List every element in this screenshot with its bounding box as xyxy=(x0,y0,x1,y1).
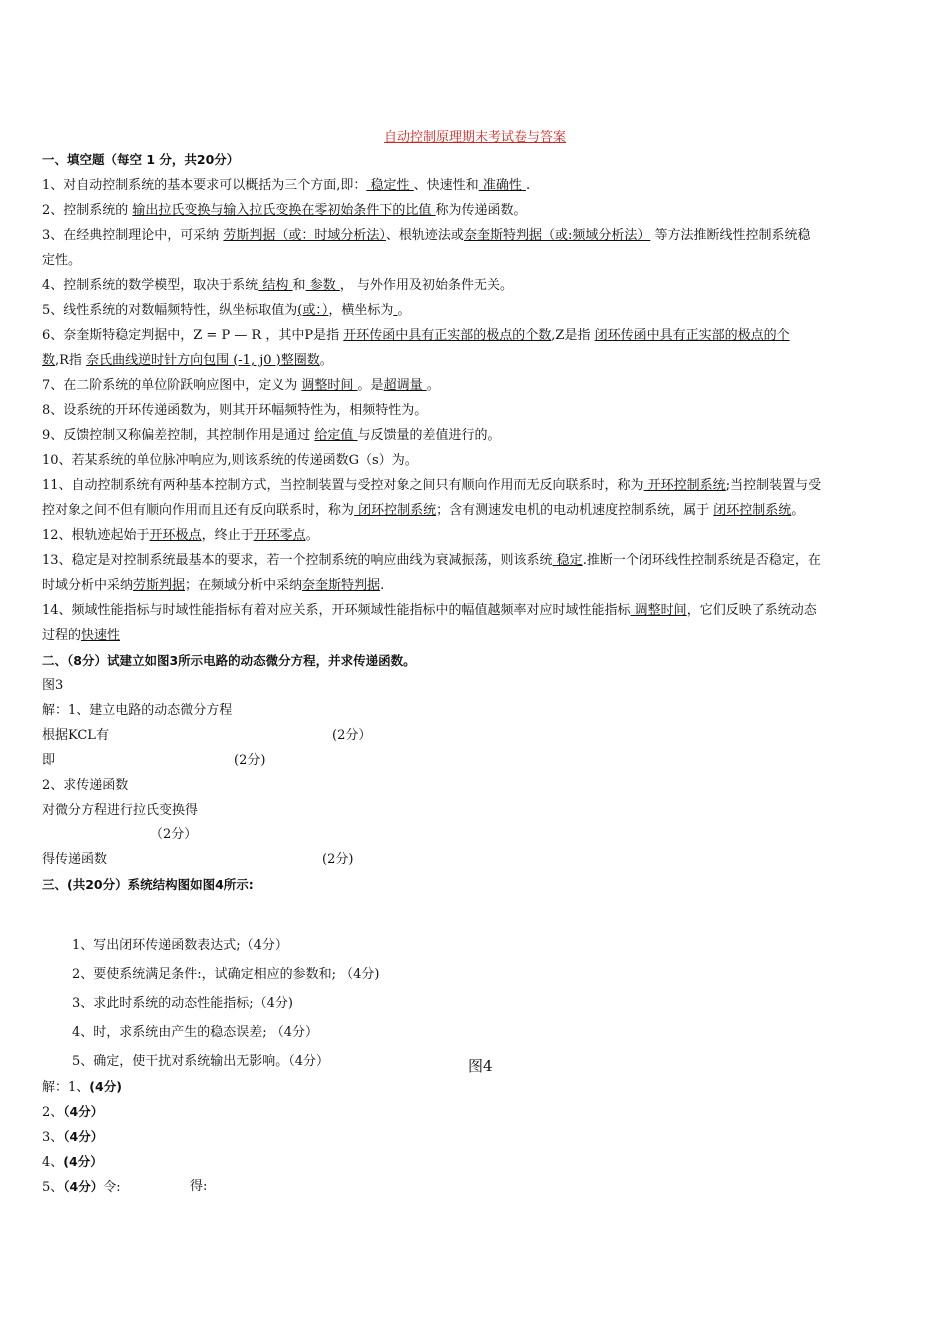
s3-answer-4: 4、(4分） xyxy=(42,1154,103,1170)
question-4: 4、控制系统的数学模型，取决于系统 结构 和 参数 ， 与外作用及初始条件无关。 xyxy=(42,278,513,293)
question-14: 14、频域性能指标与时域性能指标有着对应关系，开环频域性能指标中的幅值越频率对应时域性能指标 调整时间，它们反映了系统动态 xyxy=(42,603,817,618)
s2-ji-line: 即 xyxy=(42,753,56,768)
question-6: 6、奈奎斯特稳定判据中，Z = P — R ，其中P是指 开环传函中具有正实部的极点的个数,Z是指 闭环传函中具有正实部的极点的个 xyxy=(42,328,790,343)
section-1-heading: 一、填空题（每空 1 分，共20分） xyxy=(42,152,240,167)
s3-item-2: 2、要使系统满足条件:，试确定相应的参数和; （4分) xyxy=(72,967,380,982)
s3-answer-5: 5、（4分）令: xyxy=(42,1179,121,1195)
question-13: 13、稳定是对控制系统最基本的要求，若一个控制系统的响应曲线为衰减振荡，则该系统 稳定.推断一个闭环线性控制系统是否稳定，在 xyxy=(42,553,821,568)
question-1: 1、对自动控制系统的基本要求可以概括为三个方面,即： 稳定性 、快速性和 准确性 . xyxy=(42,178,531,193)
section-2-heading: 二、（8分）试建立如图3所示电路的动态微分方程，并求传递函数。 xyxy=(42,653,416,668)
document-title: 自动控制原理期末考试卷与答案 xyxy=(383,130,566,145)
s2-transfer-step: 2、求传递函数 xyxy=(42,778,129,793)
s3-item-3: 3、求此时系统的动态性能指标;（4分) xyxy=(72,996,293,1011)
s3-answer-5-result: 得: xyxy=(190,1179,208,1194)
figure-4-label: 图4 xyxy=(468,1057,493,1075)
s2-laplace-score: （2分） xyxy=(150,827,198,842)
question-11: 11、自动控制系统有两种基本控制方式，当控制装置与受控对象之间只有顺向作用而无反向联系时，称为 开环控制系统;当控制装置与受 xyxy=(42,478,822,493)
s3-item-1: 1、写出闭环传递函数表达式;（4分） xyxy=(72,938,288,953)
question-10: 10、若某系统的单位脉冲响应为,则该系统的传递函数G（s）为。 xyxy=(42,453,418,468)
s2-kcl-line: 根据KCL有 xyxy=(42,728,109,743)
question-2: 2、控制系统的 输出拉氏变换与输入拉氏变换在零初始条件下的比值 称为传递函数。 xyxy=(42,203,527,218)
s3-item-4: 4、时，求系统由产生的稳态误差; （4分） xyxy=(72,1025,319,1040)
s3-answer-2: 2、（4分） xyxy=(42,1104,104,1120)
question-6-cont: 数,R指 奈氏曲线逆时针方向包围 (-1, j0 )整圈数。 xyxy=(42,353,333,368)
question-7: 7、在二阶系统的单位阶跃响应图中，定义为 调整时间 。是超调量 。 xyxy=(42,378,440,393)
section-3-heading: 三、(共20分）系统结构图如图4所示: xyxy=(42,877,254,892)
question-12: 12、根轨迹起始于开环极点，终止于开环零点。 xyxy=(42,528,319,543)
question-5: 5、线性系统的对数幅频特性，纵坐标取值为(或：），横坐标为 。 xyxy=(42,303,411,318)
question-14-cont: 过程的快速性 xyxy=(42,628,121,643)
question-3-cont: 定性。 xyxy=(42,253,82,268)
s2-laplace-line: 对微分方程进行拉氏变换得 xyxy=(42,803,199,818)
s2-kcl-score: (2分） xyxy=(332,728,372,743)
s3-answer-1: 解：1、(4分) xyxy=(42,1079,122,1095)
s2-ji-score: (2分) xyxy=(234,753,266,768)
question-13-cont: 时域分析中采纳劳斯判据；在频域分析中采纳奈奎斯特判据. xyxy=(42,578,385,593)
question-9: 9、反馈控制又称偏差控制，其控制作用是通过 给定值 与反馈量的差值进行的。 xyxy=(42,428,501,443)
question-3: 3、在经典控制理论中，可采纳 劳斯判据（或：时域分析法）、根轨迹法或奈奎斯特判据（或:频域分析法） 等方法推断线性控制系统稳 xyxy=(42,228,811,243)
question-8: 8、设系统的开环传递函数为，则其开环幅频特性为，相频特性为。 xyxy=(42,403,428,418)
s2-solution-line-1: 解：1、建立电路的动态微分方程 xyxy=(42,703,233,718)
figure-3-label: 图3 xyxy=(42,678,64,693)
s3-answer-3: 3、（4分） xyxy=(42,1129,104,1145)
s2-result-line: 得传递函数 xyxy=(42,852,108,867)
s3-item-5: 5、确定，使干扰对系统输出无影响。（4分） xyxy=(72,1054,330,1069)
s2-result-score: (2分) xyxy=(322,852,354,867)
question-11-cont: 控对象之间不但有顺向作用而且还有反向联系时，称为 闭环控制系统；含有测速发电机的电动机速度控制系统，属于 闭环控制系统。 xyxy=(42,503,805,518)
